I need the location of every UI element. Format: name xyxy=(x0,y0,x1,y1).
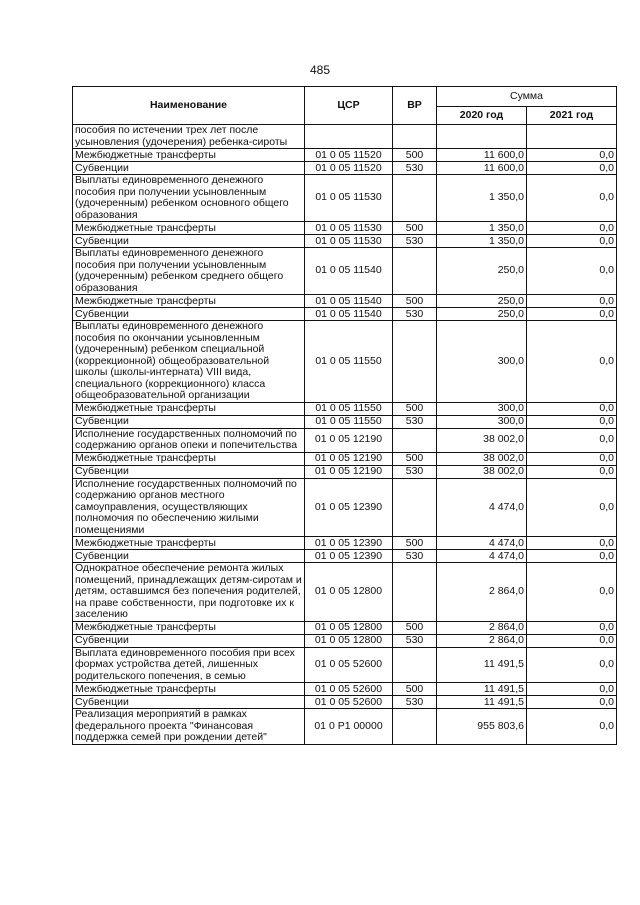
cell-vr xyxy=(393,321,437,403)
cell-sum-2021: 0,0 xyxy=(527,647,617,683)
cell-csr: 01 0 05 52600 xyxy=(305,647,393,683)
cell-vr: 530 xyxy=(393,415,437,428)
cell-vr: 500 xyxy=(393,452,437,465)
cell-name: Межбюджетные трансферты xyxy=(73,149,305,162)
table-row xyxy=(73,550,617,563)
cell-sum-2021: 0,0 xyxy=(527,222,617,235)
cell-sum-2021: 0,0 xyxy=(527,321,617,403)
cell-sum-2020: 250,0 xyxy=(437,295,527,308)
cell-sum-2021: 0,0 xyxy=(527,621,617,634)
cell-vr: 530 xyxy=(393,634,437,647)
cell-sum-2020: 11 491,5 xyxy=(437,647,527,683)
cell-sum-2021: 0,0 xyxy=(527,415,617,428)
cell-vr: 530 xyxy=(393,235,437,248)
table-row xyxy=(73,235,617,248)
table-row xyxy=(73,621,617,634)
cell-csr: 01 0 05 12800 xyxy=(305,563,393,622)
cell-name: Межбюджетные трансферты xyxy=(73,222,305,235)
cell-csr: 01 0 05 12190 xyxy=(305,452,393,465)
cell-name: Межбюджетные трансферты xyxy=(73,452,305,465)
cell-csr: 01 0 P1 00000 xyxy=(305,709,393,745)
cell-vr xyxy=(393,563,437,622)
cell-csr: 01 0 05 12390 xyxy=(305,537,393,550)
cell-csr: 01 0 05 12800 xyxy=(305,621,393,634)
cell-name: Межбюджетные трансферты xyxy=(73,537,305,550)
cell-vr: 500 xyxy=(393,222,437,235)
cell-sum-2021: 0,0 xyxy=(527,709,617,745)
cell-csr: 01 0 05 11550 xyxy=(305,415,393,428)
table-row xyxy=(73,563,617,622)
cell-sum-2020 xyxy=(437,125,527,149)
cell-csr: 01 0 05 11540 xyxy=(305,295,393,308)
cell-sum-2020: 11 491,5 xyxy=(437,696,527,709)
table-body xyxy=(73,125,617,745)
cell-sum-2021: 0,0 xyxy=(527,683,617,696)
cell-csr: 01 0 05 11520 xyxy=(305,162,393,175)
cell-name: Межбюджетные трансферты xyxy=(73,295,305,308)
cell-name: Субвенции xyxy=(73,235,305,248)
cell-vr: 530 xyxy=(393,308,437,321)
table-row xyxy=(73,222,617,235)
cell-sum-2021: 0,0 xyxy=(527,550,617,563)
table-row xyxy=(73,452,617,465)
cell-sum-2021: 0,0 xyxy=(527,537,617,550)
cell-vr: 500 xyxy=(393,621,437,634)
cell-vr: 500 xyxy=(393,402,437,415)
cell-csr: 01 0 05 52600 xyxy=(305,683,393,696)
cell-name: Исполнение государственных полномочий по содержанию органов опеки и попечительства xyxy=(73,428,305,452)
cell-sum-2021: 0,0 xyxy=(527,402,617,415)
cell-csr: 01 0 05 12390 xyxy=(305,478,393,537)
cell-name: Субвенции xyxy=(73,415,305,428)
cell-name: Межбюджетные трансферты xyxy=(73,402,305,415)
table-row xyxy=(73,709,617,745)
cell-sum-2021: 0,0 xyxy=(527,308,617,321)
cell-sum-2020: 11 600,0 xyxy=(437,162,527,175)
cell-sum-2020: 1 350,0 xyxy=(437,235,527,248)
table-row xyxy=(73,415,617,428)
cell-name: Субвенции xyxy=(73,634,305,647)
cell-sum-2020: 4 474,0 xyxy=(437,478,527,537)
header-year-2020: 2020 год xyxy=(437,107,527,125)
header-name: Наименование xyxy=(73,87,305,125)
cell-csr: 01 0 05 12800 xyxy=(305,634,393,647)
table-row xyxy=(73,634,617,647)
header-csr: ЦСР xyxy=(305,87,393,125)
table-row xyxy=(73,683,617,696)
cell-sum-2021: 0,0 xyxy=(527,465,617,478)
cell-vr: 530 xyxy=(393,162,437,175)
cell-sum-2020: 38 002,0 xyxy=(437,428,527,452)
table-row xyxy=(73,295,617,308)
cell-sum-2021: 0,0 xyxy=(527,175,617,222)
cell-name: Субвенции xyxy=(73,465,305,478)
cell-csr: 01 0 05 11540 xyxy=(305,248,393,295)
cell-name: Исполнение государственных полномочий по содержанию органов местного самоуправления, осуществляющих полномочия по обеспечению жилыми помещениями xyxy=(73,478,305,537)
cell-sum-2021: 0,0 xyxy=(527,162,617,175)
cell-sum-2020: 300,0 xyxy=(437,415,527,428)
table-row xyxy=(73,696,617,709)
cell-csr: 01 0 05 11540 xyxy=(305,308,393,321)
cell-csr: 01 0 05 11530 xyxy=(305,175,393,222)
cell-vr: 530 xyxy=(393,550,437,563)
cell-sum-2020: 250,0 xyxy=(437,248,527,295)
cell-sum-2020: 38 002,0 xyxy=(437,452,527,465)
cell-vr xyxy=(393,428,437,452)
cell-sum-2020: 300,0 xyxy=(437,321,527,403)
page-number: 485 xyxy=(309,63,331,77)
table-row xyxy=(73,149,617,162)
cell-sum-2021 xyxy=(527,125,617,149)
cell-sum-2020: 11 491,5 xyxy=(437,683,527,696)
table-row xyxy=(73,321,617,403)
cell-csr: 01 0 05 11530 xyxy=(305,235,393,248)
cell-csr xyxy=(305,125,393,149)
table-row xyxy=(73,537,617,550)
cell-name: Выплаты единовременного денежного пособия по окончании усыновленным (удочеренным) ребенком специальной (коррекционной) общеобразовательной школы (школы-интерната) VIII вида, специального (коррекционного) класса общеобразовательной организации xyxy=(73,321,305,403)
table-row xyxy=(73,175,617,222)
cell-name: Межбюджетные трансферты xyxy=(73,621,305,634)
table-row xyxy=(73,162,617,175)
cell-vr xyxy=(393,125,437,149)
cell-sum-2020: 1 350,0 xyxy=(437,175,527,222)
table-row xyxy=(73,428,617,452)
cell-sum-2021: 0,0 xyxy=(527,696,617,709)
cell-sum-2020: 11 600,0 xyxy=(437,149,527,162)
cell-sum-2020: 1 350,0 xyxy=(437,222,527,235)
cell-vr: 500 xyxy=(393,683,437,696)
cell-name: Межбюджетные трансферты xyxy=(73,683,305,696)
table-row xyxy=(73,308,617,321)
cell-name: Субвенции xyxy=(73,308,305,321)
cell-sum-2020: 2 864,0 xyxy=(437,634,527,647)
cell-sum-2020: 2 864,0 xyxy=(437,563,527,622)
cell-vr: 530 xyxy=(393,696,437,709)
cell-vr: 530 xyxy=(393,465,437,478)
cell-sum-2021: 0,0 xyxy=(527,295,617,308)
table-row xyxy=(73,125,617,149)
cell-vr xyxy=(393,478,437,537)
cell-csr: 01 0 05 11550 xyxy=(305,321,393,403)
header-vr: ВР xyxy=(393,87,437,125)
cell-sum-2021: 0,0 xyxy=(527,149,617,162)
table-row xyxy=(73,402,617,415)
cell-vr xyxy=(393,709,437,745)
table-row xyxy=(73,248,617,295)
cell-name: Выплаты единовременного денежного пособия при получении усыновленным (удочеренным) ребенком основного общего образования xyxy=(73,175,305,222)
cell-csr: 01 0 05 11550 xyxy=(305,402,393,415)
budget-table xyxy=(72,86,617,745)
cell-csr: 01 0 05 12390 xyxy=(305,550,393,563)
cell-sum-2021: 0,0 xyxy=(527,428,617,452)
cell-sum-2021: 0,0 xyxy=(527,563,617,622)
header-sum: Сумма xyxy=(437,87,617,107)
cell-vr xyxy=(393,248,437,295)
table-row xyxy=(73,465,617,478)
cell-sum-2021: 0,0 xyxy=(527,235,617,248)
cell-name: Однократное обеспечение ремонта жилых помещений, принадлежащих детям-сиротам и детям, оставшимся без попечения родителей, на праве собственности, при подготовке их к заселению xyxy=(73,563,305,622)
cell-sum-2021: 0,0 xyxy=(527,634,617,647)
cell-name: пособия по истечении трех лет после усыновления (удочерения) ребенка-сироты xyxy=(73,125,305,149)
cell-sum-2021: 0,0 xyxy=(527,478,617,537)
cell-csr: 01 0 05 12190 xyxy=(305,428,393,452)
table-row xyxy=(73,478,617,537)
cell-sum-2020: 4 474,0 xyxy=(437,537,527,550)
cell-sum-2020: 2 864,0 xyxy=(437,621,527,634)
cell-name: Выплаты единовременного денежного пособия при получении усыновленным (удочеренным) ребенком среднего общего образования xyxy=(73,248,305,295)
cell-name: Выплата единовременного пособия при всех формах устройства детей, лишенных родительского попечения, в семью xyxy=(73,647,305,683)
cell-vr xyxy=(393,175,437,222)
cell-vr: 500 xyxy=(393,295,437,308)
cell-sum-2021: 0,0 xyxy=(527,452,617,465)
cell-csr: 01 0 05 11520 xyxy=(305,149,393,162)
table-row xyxy=(73,647,617,683)
cell-csr: 01 0 05 11530 xyxy=(305,222,393,235)
cell-name: Субвенции xyxy=(73,162,305,175)
cell-name: Субвенции xyxy=(73,696,305,709)
cell-name: Субвенции xyxy=(73,550,305,563)
cell-name: Реализация мероприятий в рамках федерального проекта "Финансовая поддержка семей при рождении детей" xyxy=(73,709,305,745)
table-header xyxy=(73,87,617,125)
cell-vr: 500 xyxy=(393,537,437,550)
cell-csr: 01 0 05 52600 xyxy=(305,696,393,709)
header-year-2021: 2021 год xyxy=(527,107,617,125)
cell-csr: 01 0 05 12190 xyxy=(305,465,393,478)
cell-sum-2020: 300,0 xyxy=(437,402,527,415)
cell-vr: 500 xyxy=(393,149,437,162)
cell-sum-2020: 955 803,6 xyxy=(437,709,527,745)
cell-vr xyxy=(393,647,437,683)
cell-sum-2020: 250,0 xyxy=(437,308,527,321)
cell-sum-2021: 0,0 xyxy=(527,248,617,295)
cell-sum-2020: 38 002,0 xyxy=(437,465,527,478)
cell-sum-2020: 4 474,0 xyxy=(437,550,527,563)
